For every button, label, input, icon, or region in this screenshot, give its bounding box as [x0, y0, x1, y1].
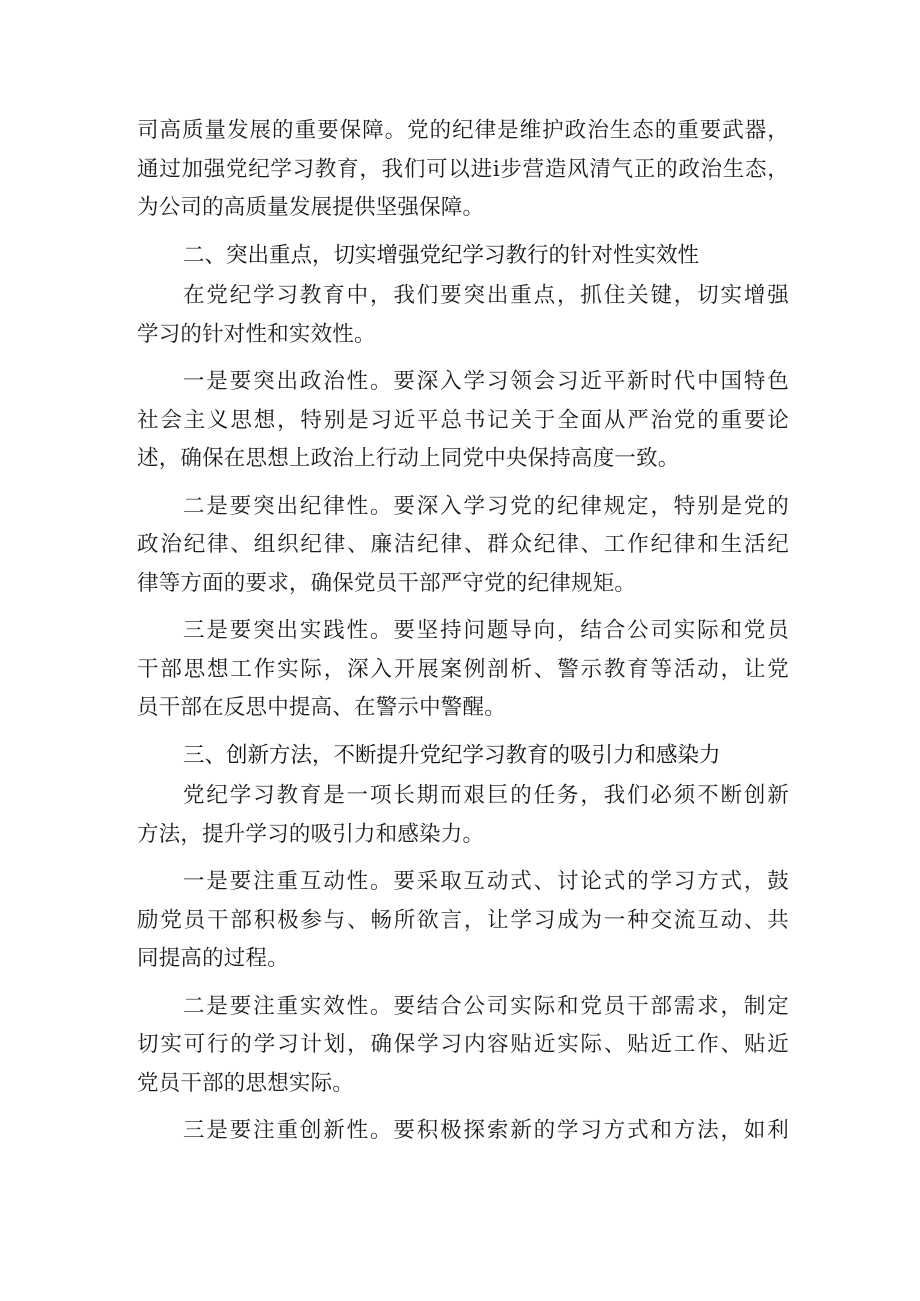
text-line: 通过加强党纪学习教育，我们可以进i步营造风清气正的政治生态，: [137, 156, 789, 182]
text-line: 励党员干部积极参与、畅所欲言，让学习成为一种交流互动、共: [137, 907, 789, 933]
text-line: 一是要突出政治性。要深入学习领会习近平新时代中国特色: [183, 369, 789, 394]
paragraph: [137, 1112, 789, 1151]
text-line: 党纪学习教育是一项长期而艰巨的任务，我们必须不断创新: [183, 783, 789, 808]
section-heading: 三、创新方法，不断提升党纪学习教育的吸引力和感染力: [183, 742, 721, 768]
text-line: 切实可行的学习计划，确保学习内容贴近实际、贴近工作、贴近: [137, 1032, 789, 1057]
paragraph: [137, 363, 789, 479]
text-line: 干部思想工作实际，深入开展案例剖析、警示教育等活动，让党: [137, 656, 789, 682]
text-line: 在党纪学习教育中，我们要突出重点，抓住关键，切实增强: [183, 283, 789, 308]
text-line: 社会主义思想，特别是习近平总书记关于全面从严治党的重要论: [137, 407, 789, 433]
intro-paragraph: [137, 112, 789, 228]
text-line: 党员干部的思想实际。: [137, 1070, 355, 1096]
paragraph: [137, 612, 789, 728]
text-line: 司高质量发展的重要保障。党的纪律是维护政治生态的重要武器，: [137, 118, 789, 143]
text-line: 二是要突出纪律性。要深入学习党的纪律规定，特别是党的: [183, 493, 789, 519]
document-body: [137, 112, 789, 1151]
text-line: 为公司的高质量发展提供坚强保障。: [137, 195, 485, 220]
text-line: 二是要注重实效性。要结合公司实际和党员干部需求，制定: [183, 993, 789, 1019]
paragraph: [137, 488, 789, 604]
text-line: 一是要注重互动性。要采取互动式、讨论式的学习方式，鼓: [183, 869, 789, 894]
paragraph: [137, 863, 789, 979]
section-heading: 二、突出重点，切实增强党纪学习教行的针对性实效性: [183, 242, 700, 268]
text-line: 员干部在反思中提高、在警示中警醒。: [137, 695, 506, 720]
text-line: 同提高的过程。: [137, 946, 289, 971]
paragraph: [137, 277, 789, 354]
text-line: 方法，提升学习的吸引力和感染力。: [137, 821, 485, 847]
text-line: 学习的针对性和实效性。: [137, 321, 376, 347]
text-line: 政治纪律、组织纪律、廉洁纪律、群众纪律、工作纪律和生活纪: [137, 532, 789, 557]
paragraph: [137, 777, 789, 854]
text-line: 三是要突出实践性。要坚持问题导向，结合公司实际和党员: [183, 618, 789, 643]
paragraph: [137, 988, 789, 1104]
text-line: 三是要注重创新性。要积极探索新的学习方式和方法，如利: [183, 1118, 789, 1143]
text-line: 述，确保在思想上政治上行动上同党中央保持高度一致。: [137, 446, 680, 471]
text-line: 律等方面的要求，确保党员干部严守党的纪律规矩。: [137, 570, 637, 596]
